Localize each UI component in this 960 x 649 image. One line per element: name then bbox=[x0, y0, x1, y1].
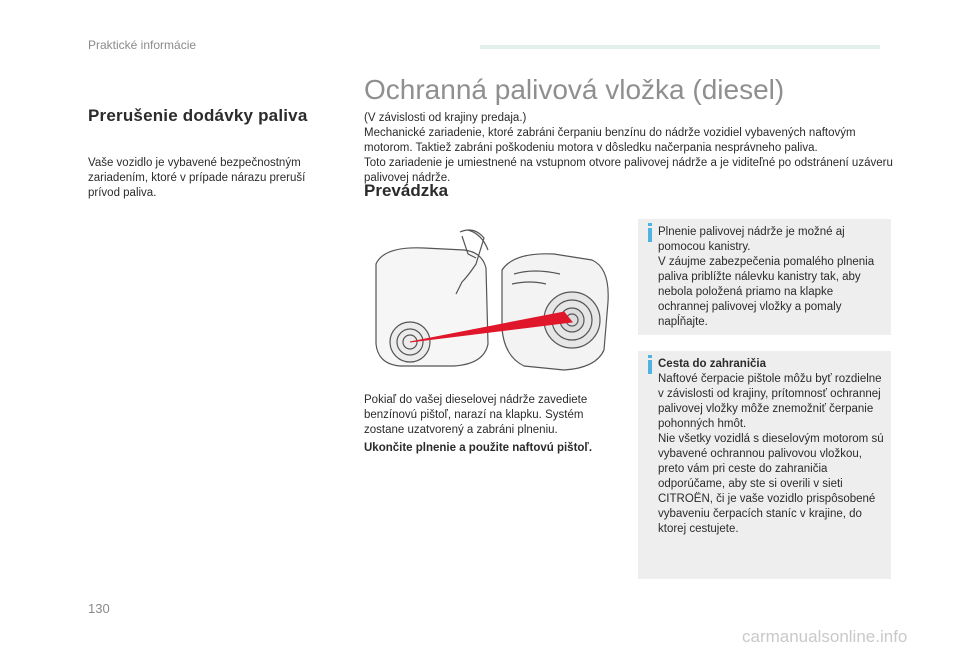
info-icon bbox=[648, 360, 652, 374]
note-title: Cesta do zahraničia bbox=[658, 358, 767, 370]
fuel-filler-drawing bbox=[364, 224, 620, 374]
intro-line: Toto zariadenie je umiestnené na vstupnom otvore palivovej nádrže a je viditeľné po odstránení uzáveru palivovej nádrže. bbox=[364, 157, 893, 184]
page-title: Ochranná palivová vložka (diesel) bbox=[364, 74, 785, 105]
figure-caption bbox=[364, 393, 620, 459]
intro-text bbox=[364, 111, 894, 186]
left-body-text: Vaše vozidlo je vybavené bezpečnostným zariadením, ktoré v prípade nárazu preruší prívod paliva. bbox=[88, 157, 306, 199]
caption-instruction: Ukončite plnenie a použite naftovú pištoľ. bbox=[364, 442, 593, 454]
intro-line: Mechanické zariadenie, ktoré zabráni čerpaniu benzínu do nádrže vozidiel vybavených naftovým motorom. Taktiež zabráni poškodeniu motora v dôsledku načerpania nesprávneho paliva. bbox=[364, 127, 856, 154]
section-bar bbox=[480, 45, 880, 49]
note-body: Naftové čerpacie pištole môžu byť rozdielne v závislosti od krajiny, prítomnosť ochrannej palivovej vložky môže znemožniť čerpanie pohonných hmôt. Nie všetky vozidlá s dieselovým motorom sú vybavené ochrannou palivovou vložkou, preto vám pri ceste do zahraničia odporúčame, aby ste si overili v sieti CITROËN, či je vaše vozidlo prispôsobené vybaveniu čerpacích staníc v krajine, do ktorej cestujete. bbox=[658, 373, 884, 535]
note-text bbox=[658, 225, 884, 330]
info-note-abroad bbox=[638, 351, 891, 579]
left-heading: Prerušenie dodávky paliva bbox=[88, 106, 308, 125]
page-number: 130 bbox=[88, 601, 110, 616]
caption-text: Pokiaľ do vašej dieselovej nádrže zavediete benzínovú pištoľ, narazí na klapku. Systém zostane uzatvorený a zabráni plneniu. bbox=[364, 394, 588, 436]
watermark: carmanualsonline.info bbox=[742, 627, 908, 646]
intro-line: (V závislosti od krajiny predaja.) bbox=[364, 112, 527, 124]
info-icon bbox=[648, 228, 652, 242]
section-label: Praktické informácie bbox=[88, 38, 197, 52]
subheading: Prevádzka bbox=[364, 181, 449, 200]
note-text bbox=[658, 357, 884, 537]
info-note-canister bbox=[638, 219, 891, 335]
fuel-filler-illustration bbox=[364, 224, 620, 374]
note-body: Plnenie palivovej nádrže je možné aj pomocou kanistry. V záujme zabezpečenia pomalého plnenia paliva priblížte nálevku kanistry tak, aby nebola položená priamo na klapke ochrannej palivovej vložky a pomaly napĺňajte. bbox=[658, 226, 875, 328]
